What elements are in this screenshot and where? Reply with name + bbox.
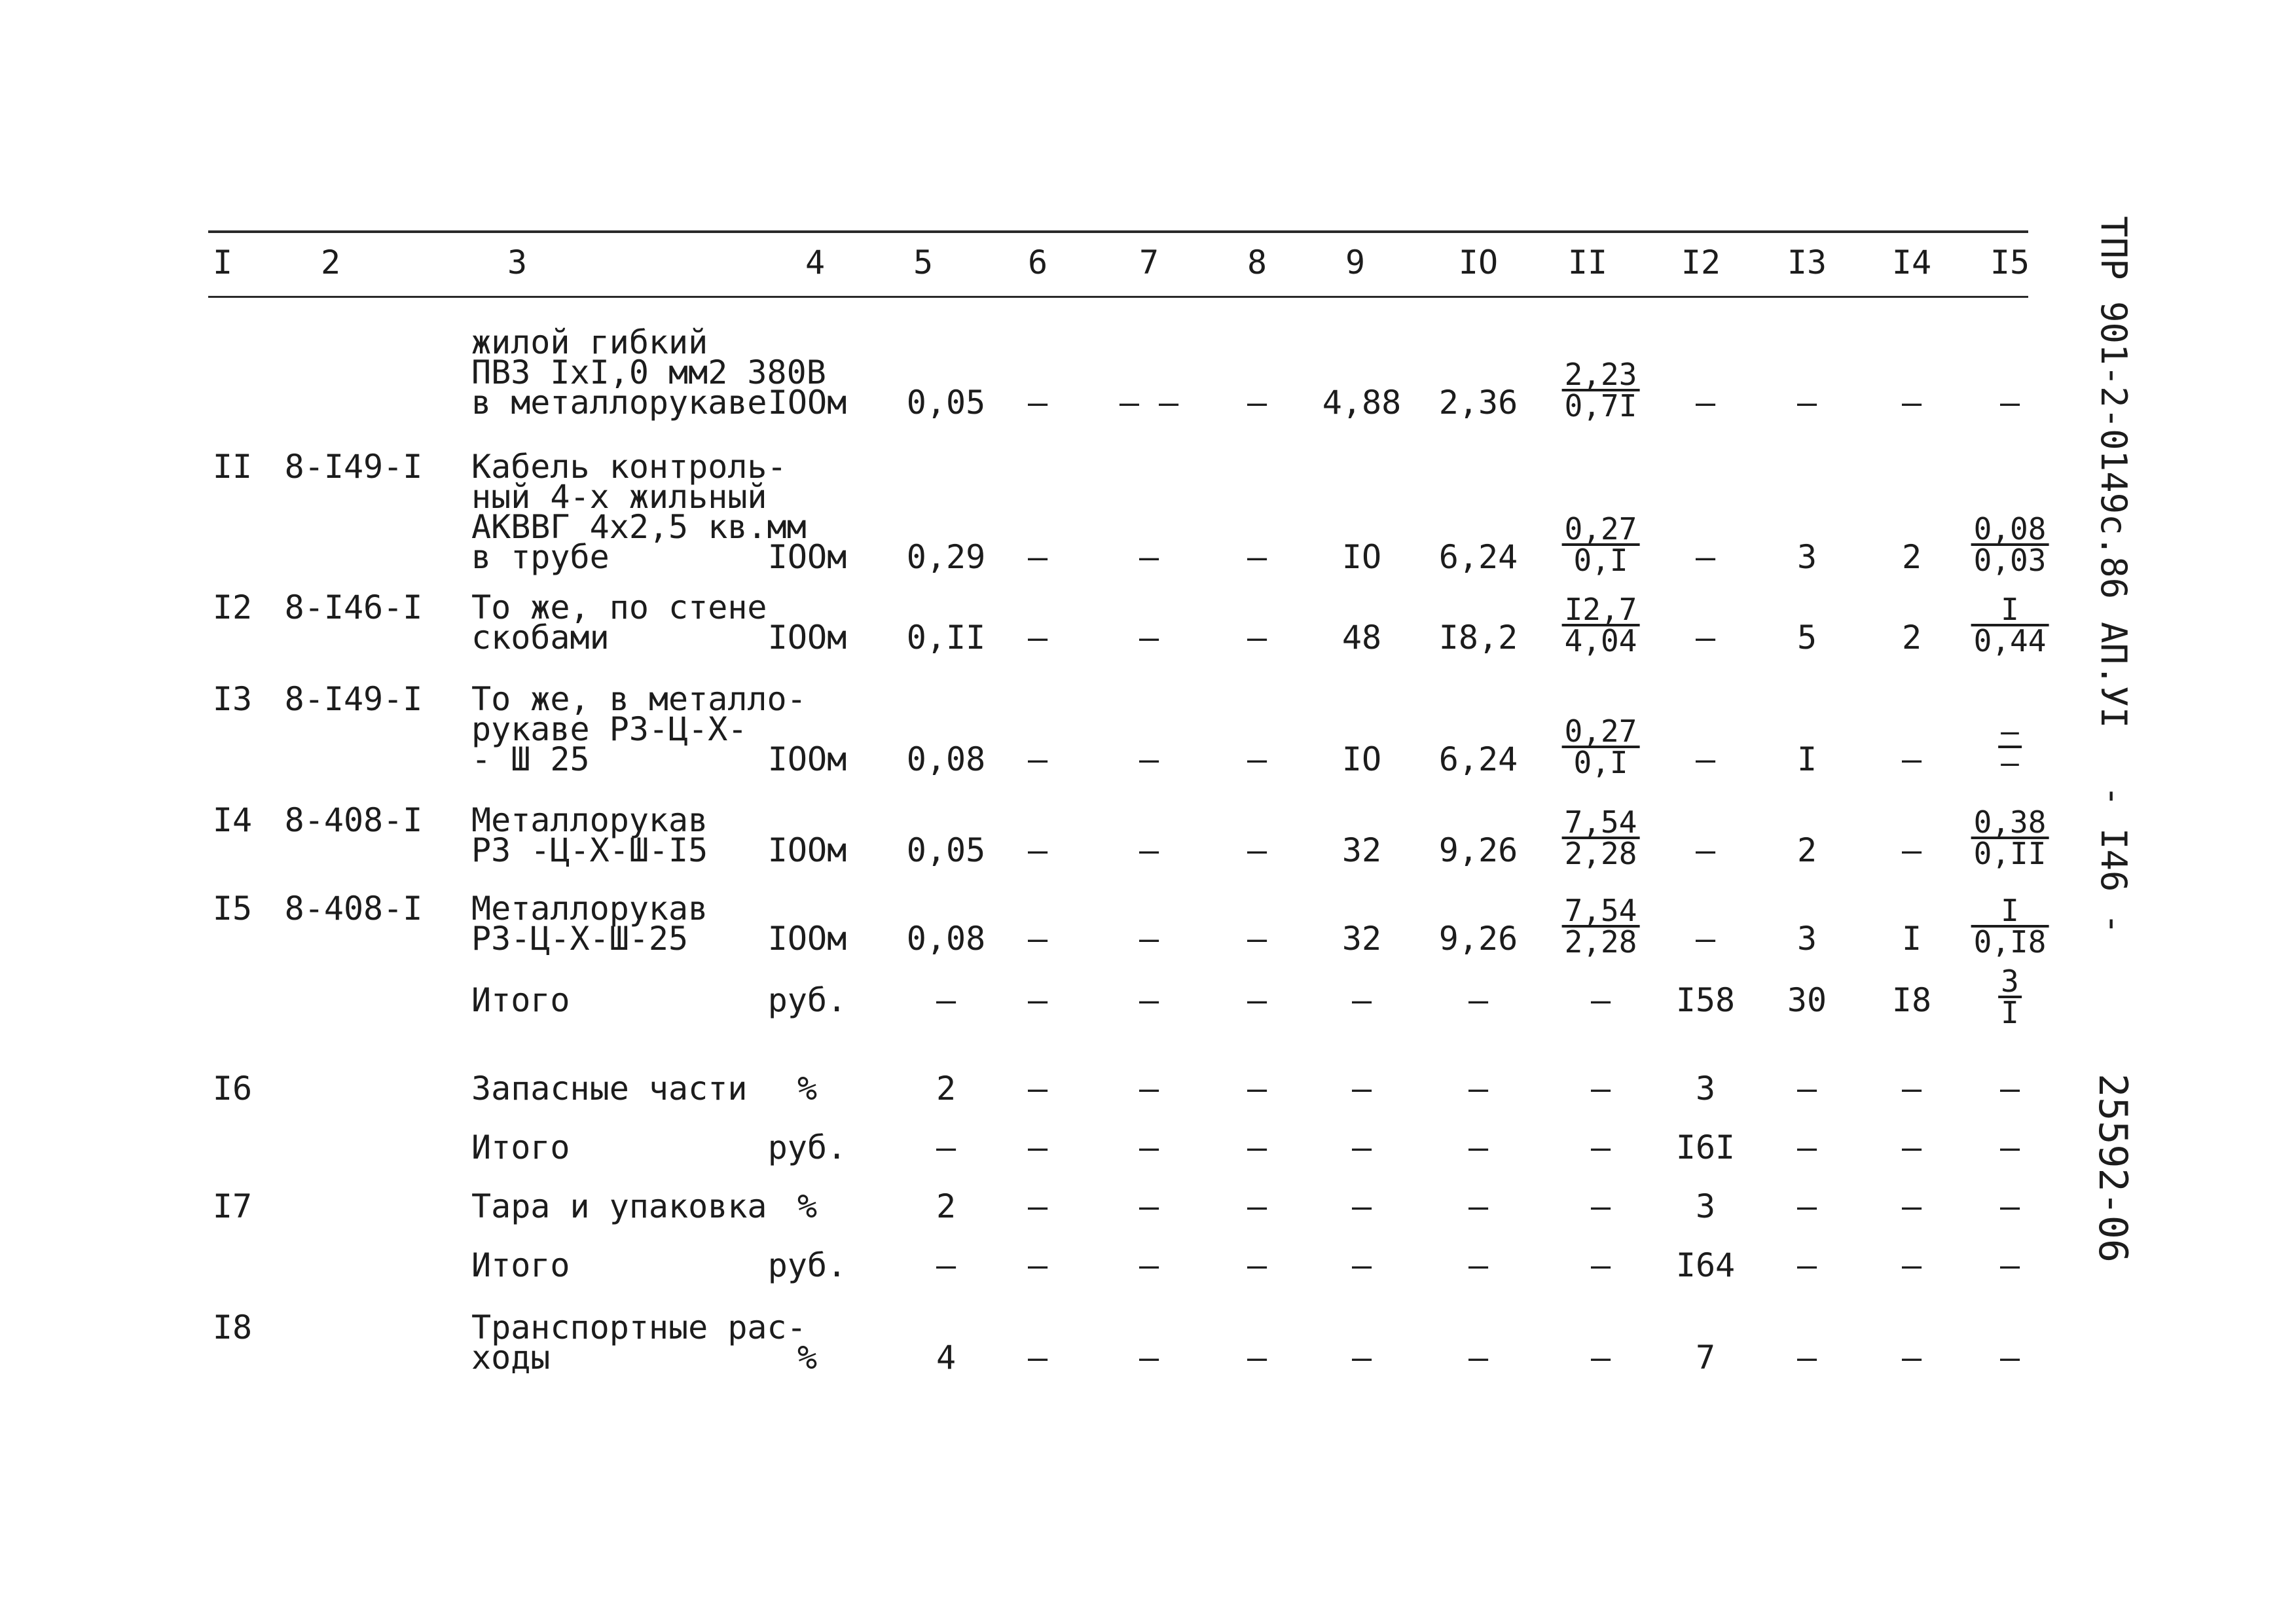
summary-c6: – [1027, 981, 1048, 1019]
row-name-line: Кабель контроль- [471, 448, 787, 486]
row-code: 8-I49-I [284, 448, 423, 486]
row-col14: – [1901, 384, 1922, 422]
header-cell-14: I4 [1891, 244, 1932, 281]
row-col5: 0,05 [906, 384, 986, 422]
summary-c7: – [1139, 1128, 1159, 1166]
row-col10: I8,2 [1438, 619, 1518, 657]
row-unit: IOOм [767, 384, 847, 422]
row-col11-fraction-denominator: 0,I [1573, 543, 1628, 578]
row-col7: – [1139, 740, 1159, 778]
summary-c6: – [1027, 1128, 1048, 1166]
row-col11-fraction-denominator: 0,I [1573, 745, 1628, 780]
row-col14: – [1901, 740, 1922, 778]
summary-c7: – [1139, 1246, 1159, 1284]
summary-name-line: Запасные части [471, 1070, 748, 1108]
summary-c6: – [1027, 1339, 1048, 1377]
row-col9: 4,88 [1322, 384, 1402, 422]
row-col15-fraction-numerator: I [1971, 896, 2049, 928]
row-col6: – [1027, 920, 1048, 958]
row-col10: 9,26 [1438, 831, 1518, 869]
summary-c12: I58 [1675, 981, 1736, 1019]
row-col5: 0,II [906, 619, 986, 657]
header-cell-4: 4 [805, 244, 826, 281]
row-col15-fraction-denominator: 0,I8 [1973, 924, 2047, 960]
summary-unit: руб. [767, 1128, 847, 1166]
row-col11-fraction-numerator: 0,27 [1562, 717, 1640, 748]
summary-number: I6 [212, 1070, 253, 1108]
row-col12: – [1695, 384, 1716, 422]
row-col6: – [1027, 384, 1048, 422]
summary-col15-fraction-denominator: I [2001, 995, 2019, 1030]
row-unit: IOOм [767, 831, 847, 869]
summary-name-line: Итого [471, 981, 570, 1019]
row-col10: 2,36 [1438, 384, 1518, 422]
row-col12: – [1695, 538, 1716, 576]
header-cell-3: 3 [507, 244, 528, 281]
header-cell-7: 7 [1139, 244, 1159, 281]
summary-c5: – [936, 1128, 957, 1166]
row-col14: 2 [1901, 538, 1922, 576]
summary-c6: – [1027, 1070, 1048, 1108]
row-col7: – [1139, 831, 1159, 869]
summary-name-line: Итого [471, 1246, 570, 1284]
summary-c7: – [1139, 1187, 1159, 1225]
row-name-line: рукаве РЗ-Ц-Х- [471, 710, 748, 748]
header-cell-8: 8 [1247, 244, 1267, 281]
summary-c7: – [1139, 1070, 1159, 1108]
summary-col15: – [1999, 1070, 2020, 1108]
row-col13: 2 [1796, 831, 1817, 869]
side-album: АП.УI [2093, 622, 2134, 729]
row-code: 8-408-I [284, 890, 423, 928]
summary-c13: – [1796, 1339, 1817, 1377]
summary-c5: 4 [936, 1339, 957, 1377]
row-col15-fraction-denominator: 0,44 [1973, 623, 2047, 659]
row-name-line: жилой гибкий [471, 323, 708, 361]
summary-unit: % [797, 1070, 818, 1108]
summary-c12: I6I [1675, 1128, 1736, 1166]
summary-c5: 2 [936, 1187, 957, 1225]
row-col11-fraction-numerator: I2,7 [1562, 595, 1640, 626]
row-col11-fraction-numerator: 2,23 [1562, 360, 1640, 391]
summary-c5: 2 [936, 1070, 957, 1108]
row-col15-fraction-numerator: I [1971, 595, 2049, 626]
summary-c10: – [1468, 1128, 1489, 1166]
summary-c8: – [1247, 1187, 1267, 1225]
summary-c9: – [1351, 1339, 1372, 1377]
row-col14: – [1901, 831, 1922, 869]
row-col8: – [1247, 920, 1267, 958]
summary-c12: I64 [1675, 1246, 1736, 1284]
row-col14: I [1901, 920, 1922, 958]
row-col15: – [1999, 384, 2020, 422]
row-col8: – [1247, 619, 1267, 657]
summary-number: I7 [212, 1187, 253, 1225]
row-col6: – [1027, 619, 1048, 657]
row-col11-fraction [1562, 357, 1640, 424]
summary-c11: – [1590, 1339, 1611, 1377]
summary-c12: 3 [1695, 1187, 1716, 1225]
row-name-line: в металлорукаве [471, 384, 767, 422]
row-unit: IOOм [767, 619, 847, 657]
row-col6: – [1027, 538, 1048, 576]
header-cell-15: I5 [1990, 244, 2030, 281]
summary-c13: – [1796, 1187, 1817, 1225]
row-col9: 32 [1341, 831, 1382, 869]
row-col13: 3 [1796, 920, 1817, 958]
row-col15-fraction-numerator: – [1998, 717, 2022, 748]
row-unit: IOOм [767, 538, 847, 576]
summary-c9: – [1351, 1246, 1372, 1284]
row-name-line: ный 4-х жильный [471, 478, 767, 516]
row-col11-fraction [1562, 592, 1640, 659]
summary-number: I8 [212, 1308, 253, 1346]
summary-c10: – [1468, 1246, 1489, 1284]
summary-c8: – [1247, 1070, 1267, 1108]
summary-name-line: Итого [471, 1128, 570, 1166]
header-cell-13: I3 [1787, 244, 1827, 281]
row-col13: 3 [1796, 538, 1817, 576]
summary-c12: 7 [1695, 1339, 1716, 1377]
row-name-line: РЗ-Ц-Х-Ш-25 [471, 920, 689, 958]
summary-col15-fraction [1998, 964, 2022, 1030]
row-code: 8-I46-I [284, 588, 423, 626]
header-cell-11: II [1567, 244, 1608, 281]
row-col13: I [1796, 740, 1817, 778]
summary-c13: – [1796, 1246, 1817, 1284]
header-cell-10: IO [1458, 244, 1499, 281]
row-number: I3 [212, 680, 253, 718]
row-col5: 0,05 [906, 831, 986, 869]
header-cell-2: 2 [320, 244, 341, 281]
row-col10: 9,26 [1438, 920, 1518, 958]
summary-name-line: ходы [471, 1339, 551, 1377]
summary-c7: – [1139, 981, 1159, 1019]
summary-unit: % [797, 1339, 818, 1377]
table-header-rule [208, 296, 2028, 298]
side-inventory-number: 25592-06 [2090, 1074, 2136, 1263]
row-col12: – [1695, 619, 1716, 657]
row-col12: – [1695, 920, 1716, 958]
row-col15-fraction [1971, 511, 2049, 578]
row-col11-fraction-denominator: 0,7I [1564, 388, 1637, 424]
row-col10: 6,24 [1438, 538, 1518, 576]
row-col15-fraction-numerator: 0,38 [1971, 808, 2049, 839]
summary-c13: – [1796, 1128, 1817, 1166]
summary-name-line: Транспортные рас- [471, 1308, 807, 1346]
summary-unit: % [797, 1187, 818, 1225]
summary-c11: – [1590, 981, 1611, 1019]
summary-c8: – [1247, 1339, 1267, 1377]
summary-c10: – [1468, 981, 1489, 1019]
summary-c9: – [1351, 1187, 1372, 1225]
row-col9: 32 [1341, 920, 1382, 958]
row-unit: IOOм [767, 920, 847, 958]
row-col11-fraction [1562, 713, 1640, 780]
summary-c11: – [1590, 1246, 1611, 1284]
row-name-line: скобами [471, 619, 610, 657]
row-col15-fraction-denominator: 0,II [1973, 836, 2047, 871]
row-col7: – [1139, 920, 1159, 958]
summary-c9: – [1351, 1070, 1372, 1108]
row-col12: – [1695, 740, 1716, 778]
row-col13: 5 [1796, 619, 1817, 657]
summary-unit: руб. [767, 981, 847, 1019]
row-col11-fraction-denominator: 2,28 [1564, 924, 1637, 960]
row-col15-fraction [1998, 713, 2022, 780]
row-name-line: Металлорукав [471, 801, 708, 839]
summary-c12: 3 [1695, 1070, 1716, 1108]
summary-c6: – [1027, 1246, 1048, 1284]
summary-c10: – [1468, 1187, 1489, 1225]
summary-c9: – [1351, 981, 1372, 1019]
row-number: I4 [212, 801, 253, 839]
row-col12: – [1695, 831, 1716, 869]
summary-c11: – [1590, 1070, 1611, 1108]
row-col7: – – [1119, 384, 1179, 422]
row-col15-fraction-numerator: 0,08 [1971, 514, 2049, 546]
row-col7: – [1139, 619, 1159, 657]
row-name-line: То же, в металло- [471, 680, 807, 718]
summary-name-line: Тара и упаковка [471, 1187, 767, 1225]
row-col9: 48 [1341, 619, 1382, 657]
row-col8: – [1247, 740, 1267, 778]
summary-c5: – [936, 981, 957, 1019]
row-name-line: ПВЗ IxI,0 мм2 380В [471, 353, 826, 391]
summary-c7: – [1139, 1339, 1159, 1377]
row-name-line: РЗ -Ц-Х-Ш-I5 [471, 831, 708, 869]
row-col15-fraction [1971, 804, 2049, 871]
row-col8: – [1247, 538, 1267, 576]
summary-c10: – [1468, 1070, 1489, 1108]
header-cell-6: 6 [1027, 244, 1048, 281]
row-name-line: - Ш 25 [471, 740, 590, 778]
row-col15-fraction [1971, 592, 2049, 659]
row-number: I5 [212, 890, 253, 928]
summary-c8: – [1247, 1128, 1267, 1166]
summary-c13: 30 [1787, 981, 1827, 1019]
row-col7: – [1139, 538, 1159, 576]
summary-col15: – [1999, 1246, 2020, 1284]
row-col8: – [1247, 384, 1267, 422]
summary-c14: – [1901, 1339, 1922, 1377]
row-col6: – [1027, 831, 1048, 869]
header-cell-12: I2 [1681, 244, 1721, 281]
summary-c8: – [1247, 981, 1267, 1019]
summary-c14: – [1901, 1128, 1922, 1166]
row-code: 8-I49-I [284, 680, 423, 718]
summary-col15: – [1999, 1128, 2020, 1166]
table-top-rule [208, 230, 2028, 233]
row-number: I2 [212, 588, 253, 626]
summary-c8: – [1247, 1246, 1267, 1284]
row-name-line: То же, по стене [471, 588, 767, 626]
row-code: 8-408-I [284, 801, 423, 839]
summary-c14: – [1901, 1070, 1922, 1108]
summary-unit: руб. [767, 1246, 847, 1284]
row-name-line: в трубе [471, 538, 610, 576]
row-col11-fraction [1562, 893, 1640, 960]
row-col11-fraction [1562, 511, 1640, 578]
row-col13: – [1796, 384, 1817, 422]
side-page: - I46 - [2093, 785, 2134, 935]
row-col11-fraction-numerator: 0,27 [1562, 514, 1640, 546]
header-cell-5: 5 [913, 244, 934, 281]
row-col15-fraction-denominator: 0,03 [1973, 543, 2047, 578]
row-col5: 0,08 [906, 920, 986, 958]
row-col11-fraction-numerator: 7,54 [1562, 808, 1640, 839]
row-col11-fraction-denominator: 4,04 [1564, 623, 1637, 659]
side-code: ТПР 901-2-0149с.86 [2093, 216, 2134, 600]
header-cell-9: 9 [1345, 244, 1366, 281]
row-col11-fraction [1562, 804, 1640, 871]
row-number: II [212, 448, 253, 486]
row-col10: 6,24 [1438, 740, 1518, 778]
row-name-line: АКВВГ 4х2,5 кв.мм [471, 508, 807, 546]
row-col6: – [1027, 740, 1048, 778]
summary-c14: I8 [1891, 981, 1932, 1019]
row-unit: IOOм [767, 740, 847, 778]
summary-c13: – [1796, 1070, 1817, 1108]
summary-c14: – [1901, 1187, 1922, 1225]
row-col15-fraction-denominator: – [2001, 745, 2019, 780]
summary-c10: – [1468, 1339, 1489, 1377]
row-col14: 2 [1901, 619, 1922, 657]
row-name-line: Металлорукав [471, 890, 708, 928]
row-col5: 0,29 [906, 538, 986, 576]
summary-c11: – [1590, 1187, 1611, 1225]
row-col11-fraction-denominator: 2,28 [1564, 836, 1637, 871]
row-col9: IO [1341, 538, 1382, 576]
row-col15-fraction [1971, 893, 2049, 960]
summary-c5: – [936, 1246, 957, 1284]
summary-col15: – [1999, 1187, 2020, 1225]
row-col9: IO [1341, 740, 1382, 778]
summary-c14: – [1901, 1246, 1922, 1284]
summary-col15-fraction-numerator: 3 [1998, 967, 2022, 998]
row-col5: 0,08 [906, 740, 986, 778]
summary-c6: – [1027, 1187, 1048, 1225]
row-col8: – [1247, 831, 1267, 869]
summary-c11: – [1590, 1128, 1611, 1166]
summary-c9: – [1351, 1128, 1372, 1166]
header-cell-1: I [212, 244, 233, 281]
summary-col15: – [1999, 1339, 2020, 1377]
row-col11-fraction-numerator: 7,54 [1562, 896, 1640, 928]
